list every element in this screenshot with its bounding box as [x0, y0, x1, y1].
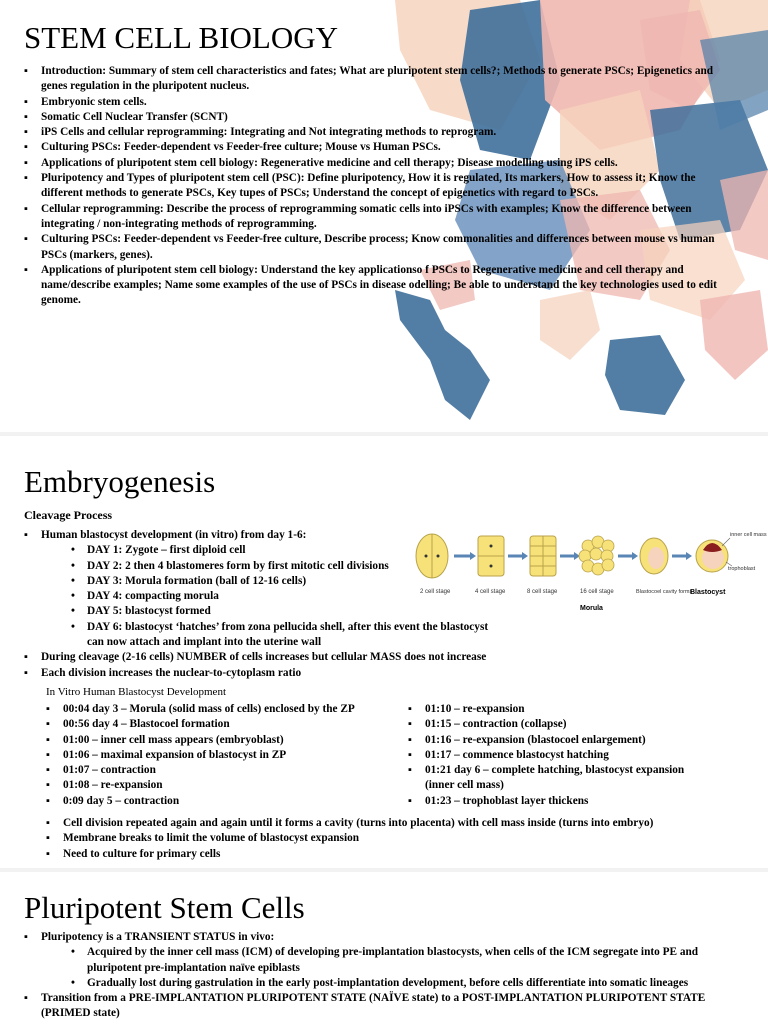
day-item: • DAY 4: compacting morula	[71, 589, 504, 604]
topic-list	[24, 64, 739, 309]
list-item: ▪ Each division increases the nuclear-to-cytoplasm ratio	[24, 666, 504, 681]
pluripotency-list	[24, 930, 744, 1022]
list-item-label: Pluripotency is a TRANSIENT STATUS in vivo:	[41, 931, 275, 943]
list-item: ▪ Need to culture for primary cells	[46, 847, 726, 862]
slide-title: STEM CELL BIOLOGY	[24, 20, 338, 55]
sub-item: • Gradually lost during gastrulation in the early post-implantation development, before cells differentiate into somatic lineages	[71, 976, 744, 991]
list-item: ▪ Embryonic stem cells.	[24, 95, 739, 110]
timeline-left	[46, 702, 406, 809]
timeline-item: ▪ 01:23 – trophoblast layer thickens	[408, 794, 708, 809]
day-item: • DAY 6: blastocyst ‘hatches’ from zona pellucida shell, after this event the blastocyst can now attach and implant into the uterine wall	[71, 620, 504, 651]
trophoblast-label: trophoblast	[728, 566, 756, 572]
list-item-label: Human blastocyst development (in vitro) from day 1-6:	[41, 529, 307, 541]
icm-label: inner cell mass	[730, 532, 767, 538]
slide-stem-cell-biology	[0, 0, 768, 432]
timeline-item: ▪ 00:56 day 4 – Blastocoel formation	[46, 717, 406, 732]
timeline-heading: In Vitro Human Blastocyst Development	[46, 686, 226, 698]
timeline-item: ▪ 01:06 – maximal expansion of blastocyst in ZP	[46, 748, 406, 763]
stage-label: Blastocoel cavity forms	[636, 589, 693, 595]
day-item: • DAY 2: 2 then 4 blastomeres form by first mitotic cell divisions	[71, 559, 504, 574]
day-item: • DAY 5: blastocyst formed	[71, 604, 504, 619]
day-item: • DAY 3: Morula formation (ball of 12-16 cells)	[71, 574, 504, 589]
list-item: ▪ Applications of pluripotent stem cell biology: Regenerative medicine and cell therapy; Disease modelling using iPS cells.	[24, 156, 739, 171]
blastocyst-development-diagram	[410, 514, 767, 624]
timeline-item: ▪ 01:00 – inner cell mass appears (embryoblast)	[46, 733, 406, 748]
list-item: ▪ Culturing PSCs: Feeder-dependent vs Feeder-free culture, Describe process; Know commonalities and differences between mouse vs human PSCs (markers, genes).	[24, 232, 739, 263]
timeline-item: ▪ 01:21 day 6 – complete hatching, blastocyst expansion (inner cell mass)	[408, 763, 708, 794]
slide-title: Embryogenesis	[24, 464, 216, 499]
list-item: ▪ Transition from a PRE-IMPLANTATION PLURIPOTENT STATE (NAÏVE state) to a POST-IMPLANTATION PLURIPOTENT STATE (PRIMED state)	[24, 991, 744, 1022]
list-item: ▪ Applications of pluripotent stem cell biology: Understand the key applicationso f PSCs to Regenerative medicine and cell therapy and name/describe examples; Name some examples of the use of PSCs in disease odelling; Be able to understand the key technologies used to edit genome.	[24, 263, 739, 309]
timeline-item: ▪ 01:08 – re-expansion	[46, 778, 406, 793]
summary-list	[46, 816, 726, 862]
section-subhead: Cleavage Process	[24, 508, 113, 522]
stage-label: Blastocyst	[690, 589, 726, 596]
list-item: ▪ Culturing PSCs: Feeder-dependent vs Feeder-free culture; Mouse vs Human PSCs.	[24, 140, 739, 155]
morula-label: Morula	[580, 605, 603, 612]
timeline-item: ▪ 01:10 – re-expansion	[408, 702, 708, 717]
list-item: ▪ Introduction: Summary of stem cell characteristics and fates; What are pluripotent stem cells?; Methods to generate PSCs; Epigenetics and genes regulation in the pluripotent nucleus.	[24, 64, 739, 95]
list-item: ▪ Somatic Cell Nuclear Transfer (SCNT)	[24, 110, 739, 125]
day-item: • DAY 1: Zygote – first diploid cell	[71, 543, 504, 558]
list-item: ▪ Membrane breaks to limit the volume of blastocyst expansion	[46, 831, 726, 846]
timeline-item: ▪ 01:15 – contraction (collapse)	[408, 717, 708, 732]
list-item: ▪ Pluripotency and Types of pluripotent stem cell (PSC): Define pluripotency, How it is regulated, Its markers, How to assess it; Know the different methods to generate PSCs, Key tupes of PSCs; Understand the concept of epigenetics with regard to PSCs.	[24, 171, 739, 202]
sub-list	[41, 945, 744, 991]
timeline-item: ▪ 00:04 day 3 – Morula (solid mass of cells) enclosed by the ZP	[46, 702, 406, 717]
sub-item: • Acquired by the inner cell mass (ICM) of developing pre-implantation blastocysts, when cells of the ICM segregate into PE and pluripotent pre-implantation naïve epiblasts	[71, 945, 744, 976]
timeline-item: ▪ 01:16 – re-expansion (blastocoel enlargement)	[408, 733, 708, 748]
list-item: ▪ iPS Cells and cellular reprogramming: Integrating and Not integrating methods to reprogram.	[24, 125, 739, 140]
stage-label: 8 cell stage	[527, 589, 558, 595]
slide-title: Pluripotent Stem Cells	[24, 890, 305, 925]
stage-label: 16 cell stage	[580, 589, 614, 595]
slide-embryogenesis	[0, 436, 768, 868]
slide-pluripotent-stem-cells	[0, 872, 768, 1028]
list-item	[24, 930, 744, 991]
timeline-item: ▪ 01:17 – commence blastocyst hatching	[408, 748, 708, 763]
timeline-item: ▪ 0:09 day 5 – contraction	[46, 794, 406, 809]
list-item: ▪ Cellular reprogramming: Describe the process of reprogramming somatic cells into iPSCs with examples; Know the difference between integrating / non-integrating methods of reprogramming.	[24, 202, 739, 233]
timeline-item: ▪ 01:07 – contraction	[46, 763, 406, 778]
timeline-right	[408, 702, 708, 809]
list-item: ▪ During cleavage (2-16 cells) NUMBER of cells increases but cellular MASS does not increase	[24, 650, 504, 665]
stage-label: 4 cell stage	[475, 589, 506, 595]
list-item: ▪ Cell division repeated again and again until it forms a cavity (turns into placenta) with cell mass inside (turns into embryo)	[46, 816, 726, 831]
stage-label: 2 cell stage	[420, 589, 451, 595]
